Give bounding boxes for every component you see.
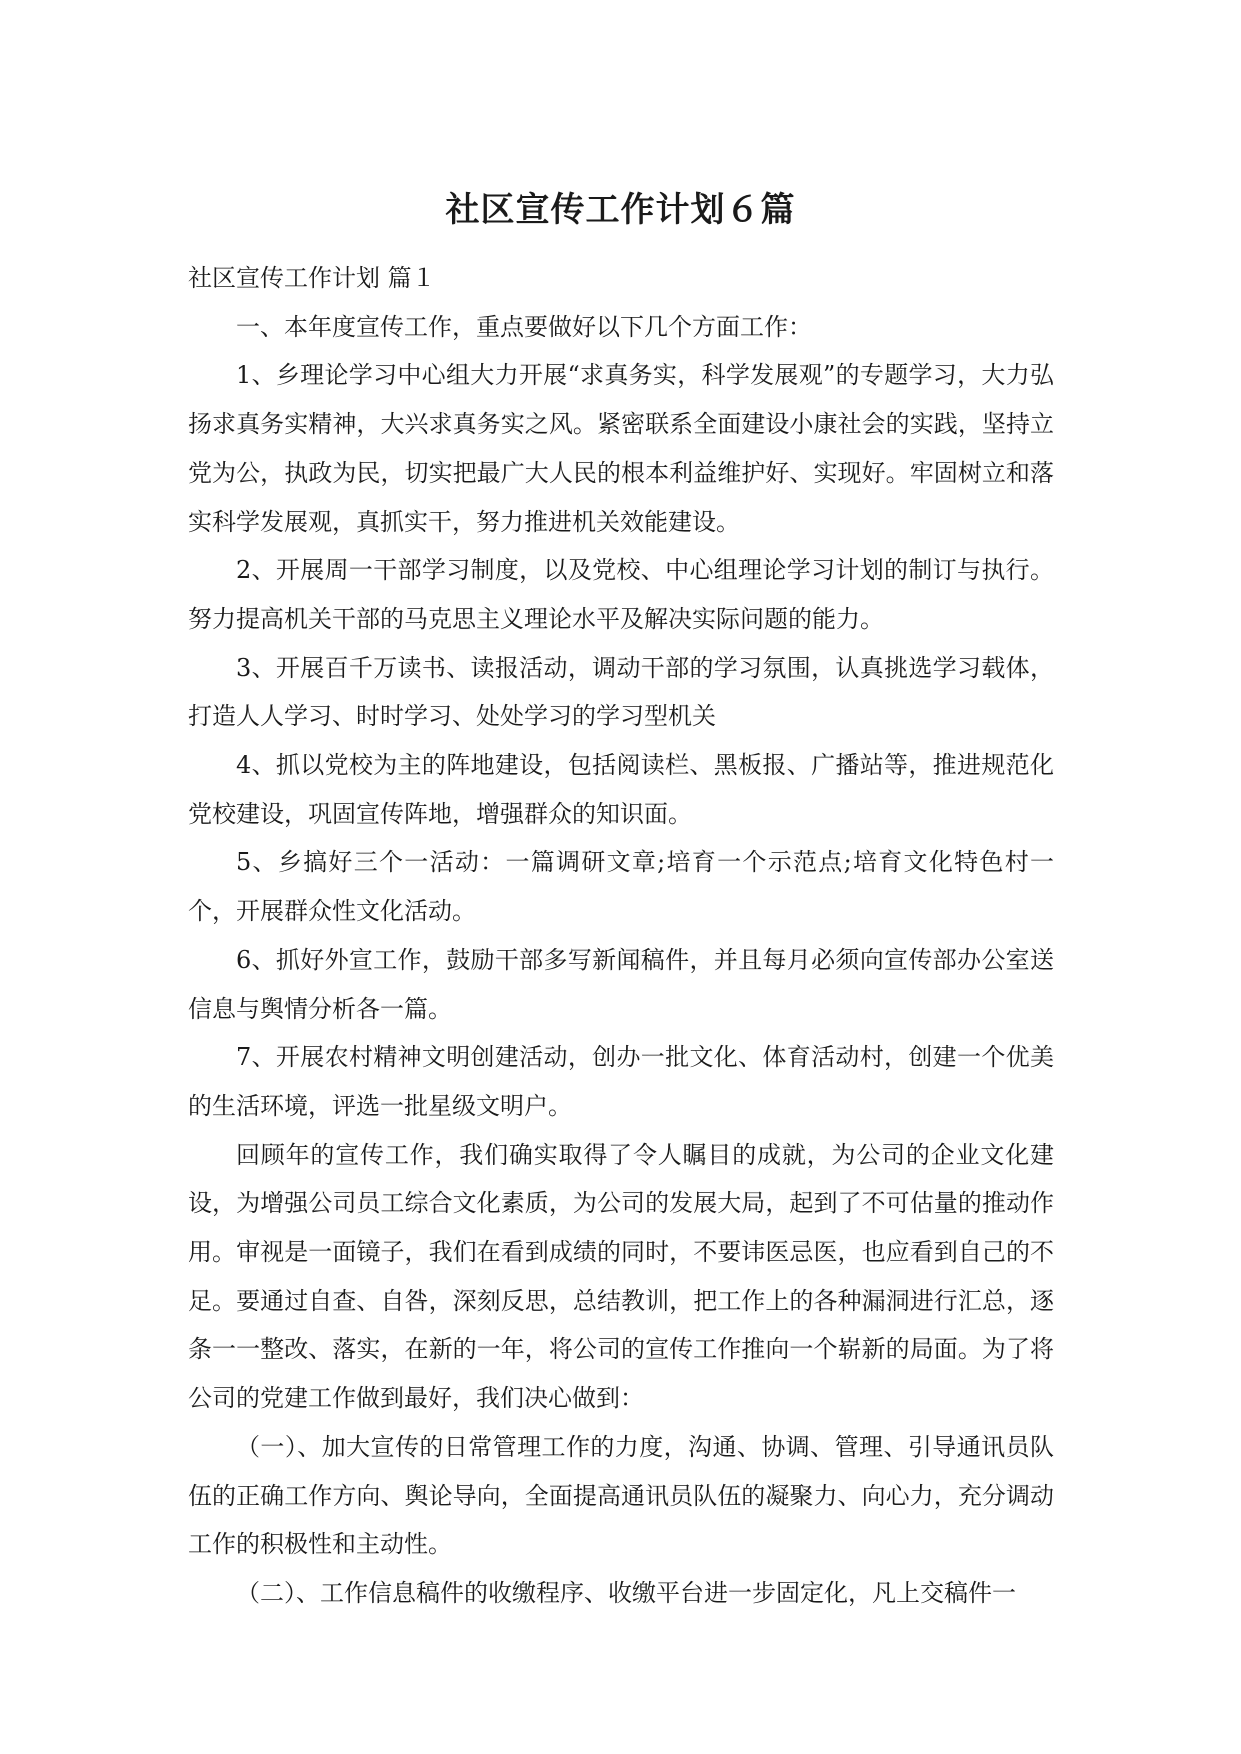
paragraph-item-4: 4、抓以党校为主的阵地建设，包括阅读栏、黑板报、广播站等，推进规范化党校建设，巩固宣传阵地，增强群众的知识面。 — [188, 751, 1054, 828]
paragraph-item-7: 7、开展农村精神文明创建活动，创办一批文化、体育活动村，创建一个优美的生活环境，评选一批星级文明户。 — [188, 1043, 1054, 1120]
paragraph-item-5: 5、乡搞好三个一活动：一篇调研文章;培育一个示范点;培育文化特色村一个，开展群众性文化活动。 — [188, 848, 1054, 926]
paragraph-review: 回顾年的宣传工作，我们确实取得了令人瞩目的成就，为公司的企业文化建设，为增强公司员工综合文化素质，为公司的发展大局，起到了不可估量的推动作用。审视是一面镜子，我们在看到成绩的同时，不要讳医忌医，也应看到自己的不足。要通过自查、自咎，深刻反思，总结教训，把工作上的各种漏洞进行汇总，逐条一一整改、落实，在新的一年，将公司的宣传工作推向一个崭新的局面。为了将公司的党建工作做到最好，我们决心做到： — [188, 1140, 1054, 1413]
document-title: 社区宣传工作计划６篇 — [445, 190, 796, 230]
paragraph-item-2: 2、开展周一干部学习制度，以及党校、中心组理论学习计划的制订与执行。努力提高机关干部的马克思主义理论水平及解决实际问题的能力。 — [188, 556, 1054, 633]
paragraph-item-6: 6、抓好外宣工作，鼓励干部多写新闻稿件，并且每月必须向宣传部办公室送信息与舆情分析各一篇。 — [188, 945, 1054, 1023]
paragraph-item-1: 1、乡理论学习中心组大力开展“求真务实，科学发展观”的专题学习，大力弘扬求真务实精神，大兴求真务实之风。紧密联系全面建设小康社会的实践，坚持立党为公，执政为民，切实把最广大人民的根本利益维护好、实现好。牢固树立和落实科学发展观，真抓实干，努力推进机关效能建设。 — [188, 361, 1054, 536]
paragraph-point-two: （二）、工作信息稿件的收缴程序、收缴平台进一步固定化，凡上交稿件一 — [236, 1578, 1016, 1607]
section-subheading: 社区宣传工作计划 篇１ — [188, 264, 436, 292]
paragraph-item-3: 3、开展百千万读书、读报活动，调动干部的学习氛围，认真挑选学习载体，打造人人学习、时时学习、处处学习的学习型机关 — [188, 653, 1054, 731]
document-body — [188, 254, 1054, 1618]
paragraph-point-one: （一）、加大宣传的日常管理工作的力度，沟通、协调、管理、引导通讯员队伍的正确工作方向、舆论导向，全面提高通讯员队伍的凝聚力、向心力，充分调动工作的积极性和主动性。 — [188, 1432, 1054, 1559]
paragraph-intro: 一、本年度宣传工作，重点要做好以下几个方面工作： — [236, 312, 812, 341]
